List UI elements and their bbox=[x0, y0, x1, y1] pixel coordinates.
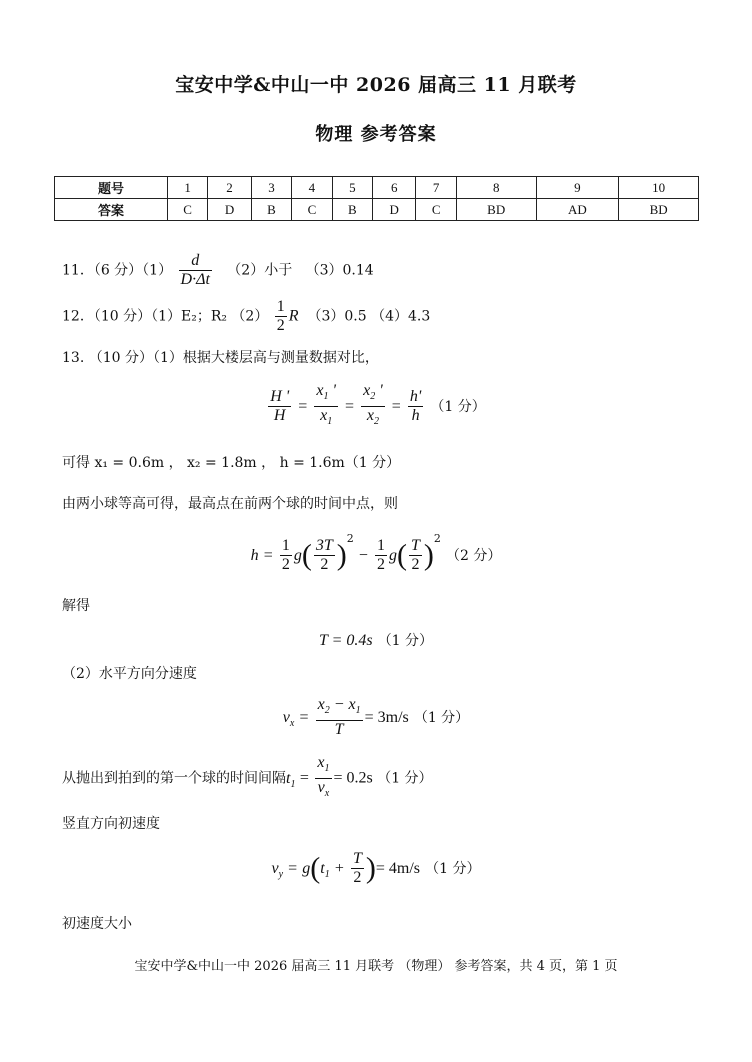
eq4-result: = 3m/s bbox=[364, 709, 409, 727]
eq5-frac: $\frac{x_1}{v_x}$ bbox=[317, 754, 330, 800]
eq3-value: T = 0.4s bbox=[318, 632, 373, 649]
number-cell: 7 bbox=[416, 177, 456, 199]
page-subtitle: 物理 参考答案 bbox=[315, 124, 437, 145]
answer-cell: D bbox=[373, 199, 416, 221]
q11-part3: （3）0.14 bbox=[305, 262, 374, 279]
answer-cell: B bbox=[332, 199, 372, 221]
q13-interval-line: 从抛出到拍到的第一个球的时间间隔$t_1$ = $\frac{x_1}{v_x}$ = 0.2s （1 分） bbox=[62, 754, 433, 803]
answer-cell: C bbox=[416, 199, 456, 221]
q11-part2: （2）小于 bbox=[227, 262, 293, 279]
question-number-row bbox=[55, 177, 699, 199]
q12-answer bbox=[62, 298, 430, 335]
number-cell: 1 bbox=[167, 177, 207, 199]
eq1-frac-H: $\frac{H '}{H}$ bbox=[270, 388, 290, 425]
number-cell: 5 bbox=[332, 177, 372, 199]
number-cell: 6 bbox=[373, 177, 416, 199]
answer-cell: D bbox=[208, 199, 251, 221]
q13-speed-label: 初速度大小 bbox=[62, 916, 132, 932]
answer-cell: BD bbox=[619, 199, 699, 221]
number-cell: 2 bbox=[208, 177, 251, 199]
page-title: 宝安中学&中山一中 2026 届高三 11 月联考 bbox=[175, 74, 577, 96]
q13-interval-text: 从抛出到拍到的第一个球的时间间隔 bbox=[62, 770, 286, 787]
q12-frac-den: 2 bbox=[276, 317, 285, 334]
number-cell: 3 bbox=[251, 177, 291, 199]
q13-equation-ratio: $\frac{H '}{H}$ = $\frac{x_1 '}{x_1}$ = $\frac{x_2 '}{x_2}$ = $\frac{h'}{h}$ （1 分） bbox=[0, 382, 752, 431]
q13-equation-period bbox=[0, 630, 752, 650]
q12-fraction bbox=[275, 298, 287, 335]
answer-table bbox=[54, 176, 699, 221]
answer-cell: BD bbox=[456, 199, 536, 221]
answer-cell: C bbox=[167, 199, 207, 221]
number-cell: 8 bbox=[456, 177, 536, 199]
q13-reason: 由两小球等高可得，最高点在前两个球的时间中点，则 bbox=[62, 496, 398, 512]
eq2-half-1: $\frac{1}{2}$ bbox=[281, 537, 290, 573]
eq5-result: = 0.2s bbox=[333, 769, 373, 787]
q11-answer bbox=[62, 252, 374, 289]
row-label-number: 题号 bbox=[55, 177, 168, 199]
q13-equation-height: h = $\frac{1}{2}$ g( $\frac{3T}{2}$ )$^2$ − $\frac{1}{2}$ g( $\frac{T}{2}$ )$^2$ （2 分） bbox=[250, 532, 502, 573]
eq3-score-note: （1 分） bbox=[377, 633, 434, 649]
answer-cell: B bbox=[251, 199, 291, 221]
eq2-frac-3T: $\frac{3T}{2}$ bbox=[315, 537, 333, 573]
q12-prefix: 12．（10 分）（1）E₂；R₂ （2） bbox=[62, 308, 269, 325]
eq6-score-note: （1 分） bbox=[425, 861, 481, 877]
number-cell: 4 bbox=[292, 177, 332, 199]
q13-part2-label: （2）水平方向分速度 bbox=[62, 666, 197, 682]
number-cell: 9 bbox=[536, 177, 619, 199]
eq4-score-note: （1 分） bbox=[413, 710, 470, 727]
row-label-answer: 答案 bbox=[55, 199, 168, 221]
q11-prefix: 11．（6 分）（1） bbox=[62, 262, 173, 279]
q12-frac-tail: R bbox=[288, 307, 299, 325]
eq1-score-note: （1 分） bbox=[430, 399, 486, 416]
q11-frac-num: d bbox=[179, 252, 212, 271]
q12-rest: （3）0.5 （4）4.3 bbox=[307, 308, 431, 325]
eq1-frac-x1: $\frac{x_1 '}{x_1}$ bbox=[316, 382, 336, 428]
q13-equation-vx: $v_x$ = $\frac{x_2 - x_1}{T}$ = 3m/s （1 分） bbox=[282, 696, 470, 739]
q13-solve-label: 解得 bbox=[62, 598, 90, 614]
answer-cell: AD bbox=[536, 199, 619, 221]
eq1-frac-h: $\frac{h'}{h}$ bbox=[409, 388, 422, 425]
eq4-frac: $\frac{x_2 - x_1}{T}$ bbox=[317, 696, 361, 739]
eq2-half-2: $\frac{1}{2}$ bbox=[376, 537, 385, 573]
answer-cell: C bbox=[292, 199, 332, 221]
eq5-score-note: （1 分） bbox=[377, 770, 433, 787]
q13-result-line: 可得 x₁ = 0.6m ， x₂ = 1.8m ， h = 1.6m（1 分） bbox=[62, 455, 401, 471]
eq1-frac-x2: $\frac{x_2 '}{x_2}$ bbox=[363, 382, 383, 428]
q11-frac-den: D·Δt bbox=[180, 271, 210, 288]
page-footer: 宝安中学&中山一中 2026 届高三 11 月联考 （物理） 参考答案，共 4 页，第 1 页 bbox=[134, 959, 618, 974]
q13-vertical-label: 竖直方向初速度 bbox=[62, 816, 160, 832]
eq6-result: = 4m/s bbox=[375, 860, 421, 877]
eq6-frac: $\frac{T}{2}$ bbox=[352, 850, 362, 886]
eq2-score-note: （2 分） bbox=[445, 548, 502, 564]
answer-row bbox=[55, 199, 699, 221]
number-cell: 10 bbox=[619, 177, 699, 199]
q12-frac-num: 1 bbox=[276, 298, 285, 315]
q13-equation-vy: $v_y = g(t_1$ + $\frac{T}{2}$ )= 4m/s （1 分） bbox=[271, 850, 481, 886]
eq2-frac-T: $\frac{T}{2}$ bbox=[410, 537, 420, 573]
q13-intro: 13. （10 分）（1）根据大楼层高与测量数据对比， bbox=[62, 350, 379, 366]
q11-fraction bbox=[179, 252, 212, 289]
